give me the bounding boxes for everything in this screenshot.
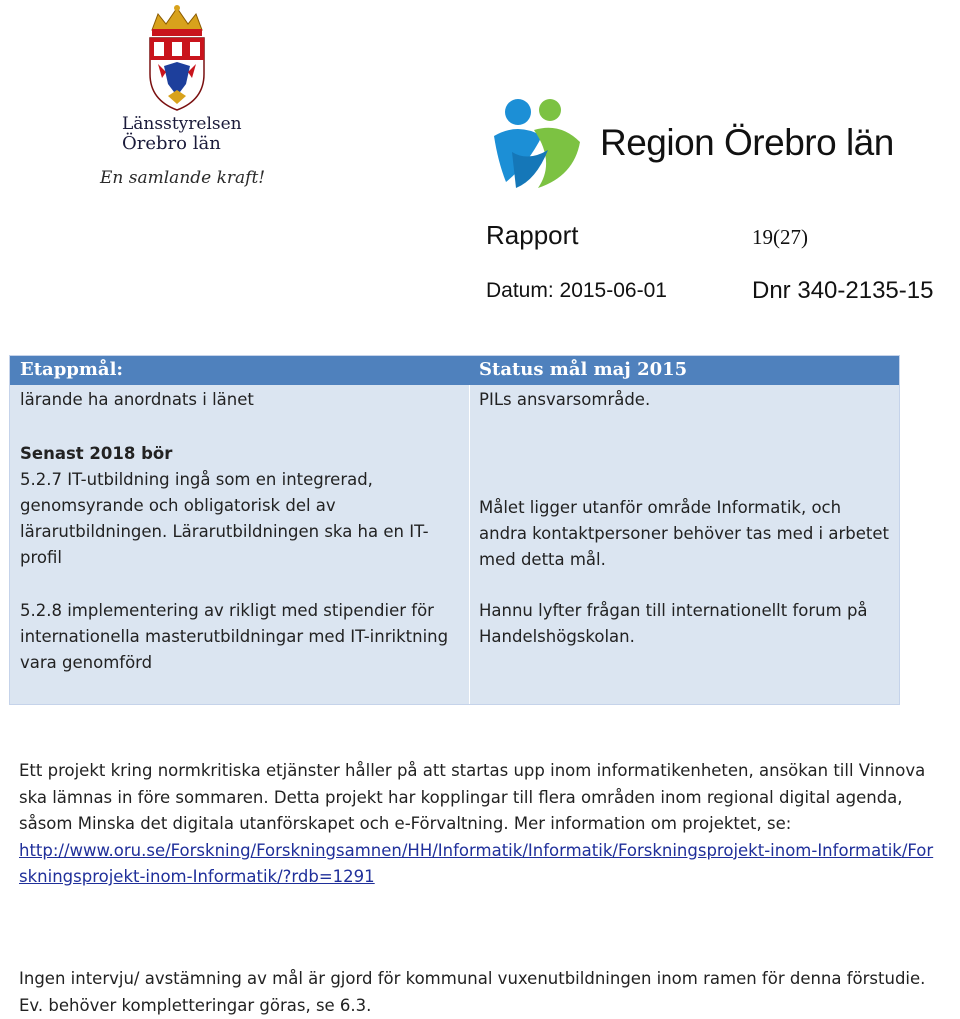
lansstyrelsen-logo [92,4,266,194]
project-link[interactable]: http://www.oru.se/Forskning/Forskningsamnen/HH/Informatik/Informatik/Forskningsprojekt-inom-Informatik/Forskningsprojekt-inom-Informatik/?rdb=1291 [19,840,934,886]
page-number: 19(27) [752,225,808,249]
right-line1: PILs ansvarsområde. [479,390,651,409]
right-para2: Hannu lyfter frågan till internationellt forum på Handelshögskolan. [479,601,868,646]
interview-paragraph: Ingen intervju/ avstämning av mål är gjord för kommunal vuxenutbildningen inom ramen för denna förstudie. Ev. behöver kompletteringar göras, se 6.3. [19,969,926,1015]
project-paragraph [19,758,939,891]
goal-status-table [9,355,900,705]
logo-org-line1: Länsstyrelsen [122,114,242,134]
doc-date: Datum: 2015-06-01 [486,279,667,302]
project-text: Ett projekt kring normkritiska etjänster håller på att startas upp inom informatikenheten, ansökan till Vinnova ska lämnas in före sommaren. Detta projekt har kopplingar till flera områden inom regional digital agenda, såsom Minska det digitala utanförskapet och e-Förvaltning. Mer information om projektet, se: [19,761,926,833]
logo-org-line2: Örebro län [122,133,221,154]
column-divider [469,385,470,704]
region-figure-icon [488,92,588,192]
left-item-527: 5.2.7 IT-utbildning ingå som en integrerad, genomsyrande och obligatorisk del av lärarutbildningen. Lärarutbildningen ska ha en IT-profil [20,470,429,567]
logo-slogan: En samlande kraft! [100,168,266,188]
right-para1: Målet ligger utanför område Informatik, och andra kontaktpersoner behöver tas med i arbetet med detta mål. [479,498,889,569]
coat-of-arms-icon [144,4,210,112]
header-etappmal: Etappmål: [20,359,124,380]
region-name: Region Örebro län [600,122,894,163]
left-line1: lärande ha anordnats i länet [20,390,254,409]
table-body [10,385,899,704]
left-item-528: 5.2.8 implementering av rikligt med stipendier för internationella masterutbildningar med IT-inriktning vara genomförd [20,601,449,672]
header-status: Status mål maj 2015 [479,359,688,380]
region-orebro-logo [488,92,948,202]
table-header [10,356,899,385]
doc-dnr: Dnr 340-2135-15 [752,277,934,304]
doc-type: Rapport [486,220,579,250]
left-subheading: Senast 2018 bör [20,444,173,463]
